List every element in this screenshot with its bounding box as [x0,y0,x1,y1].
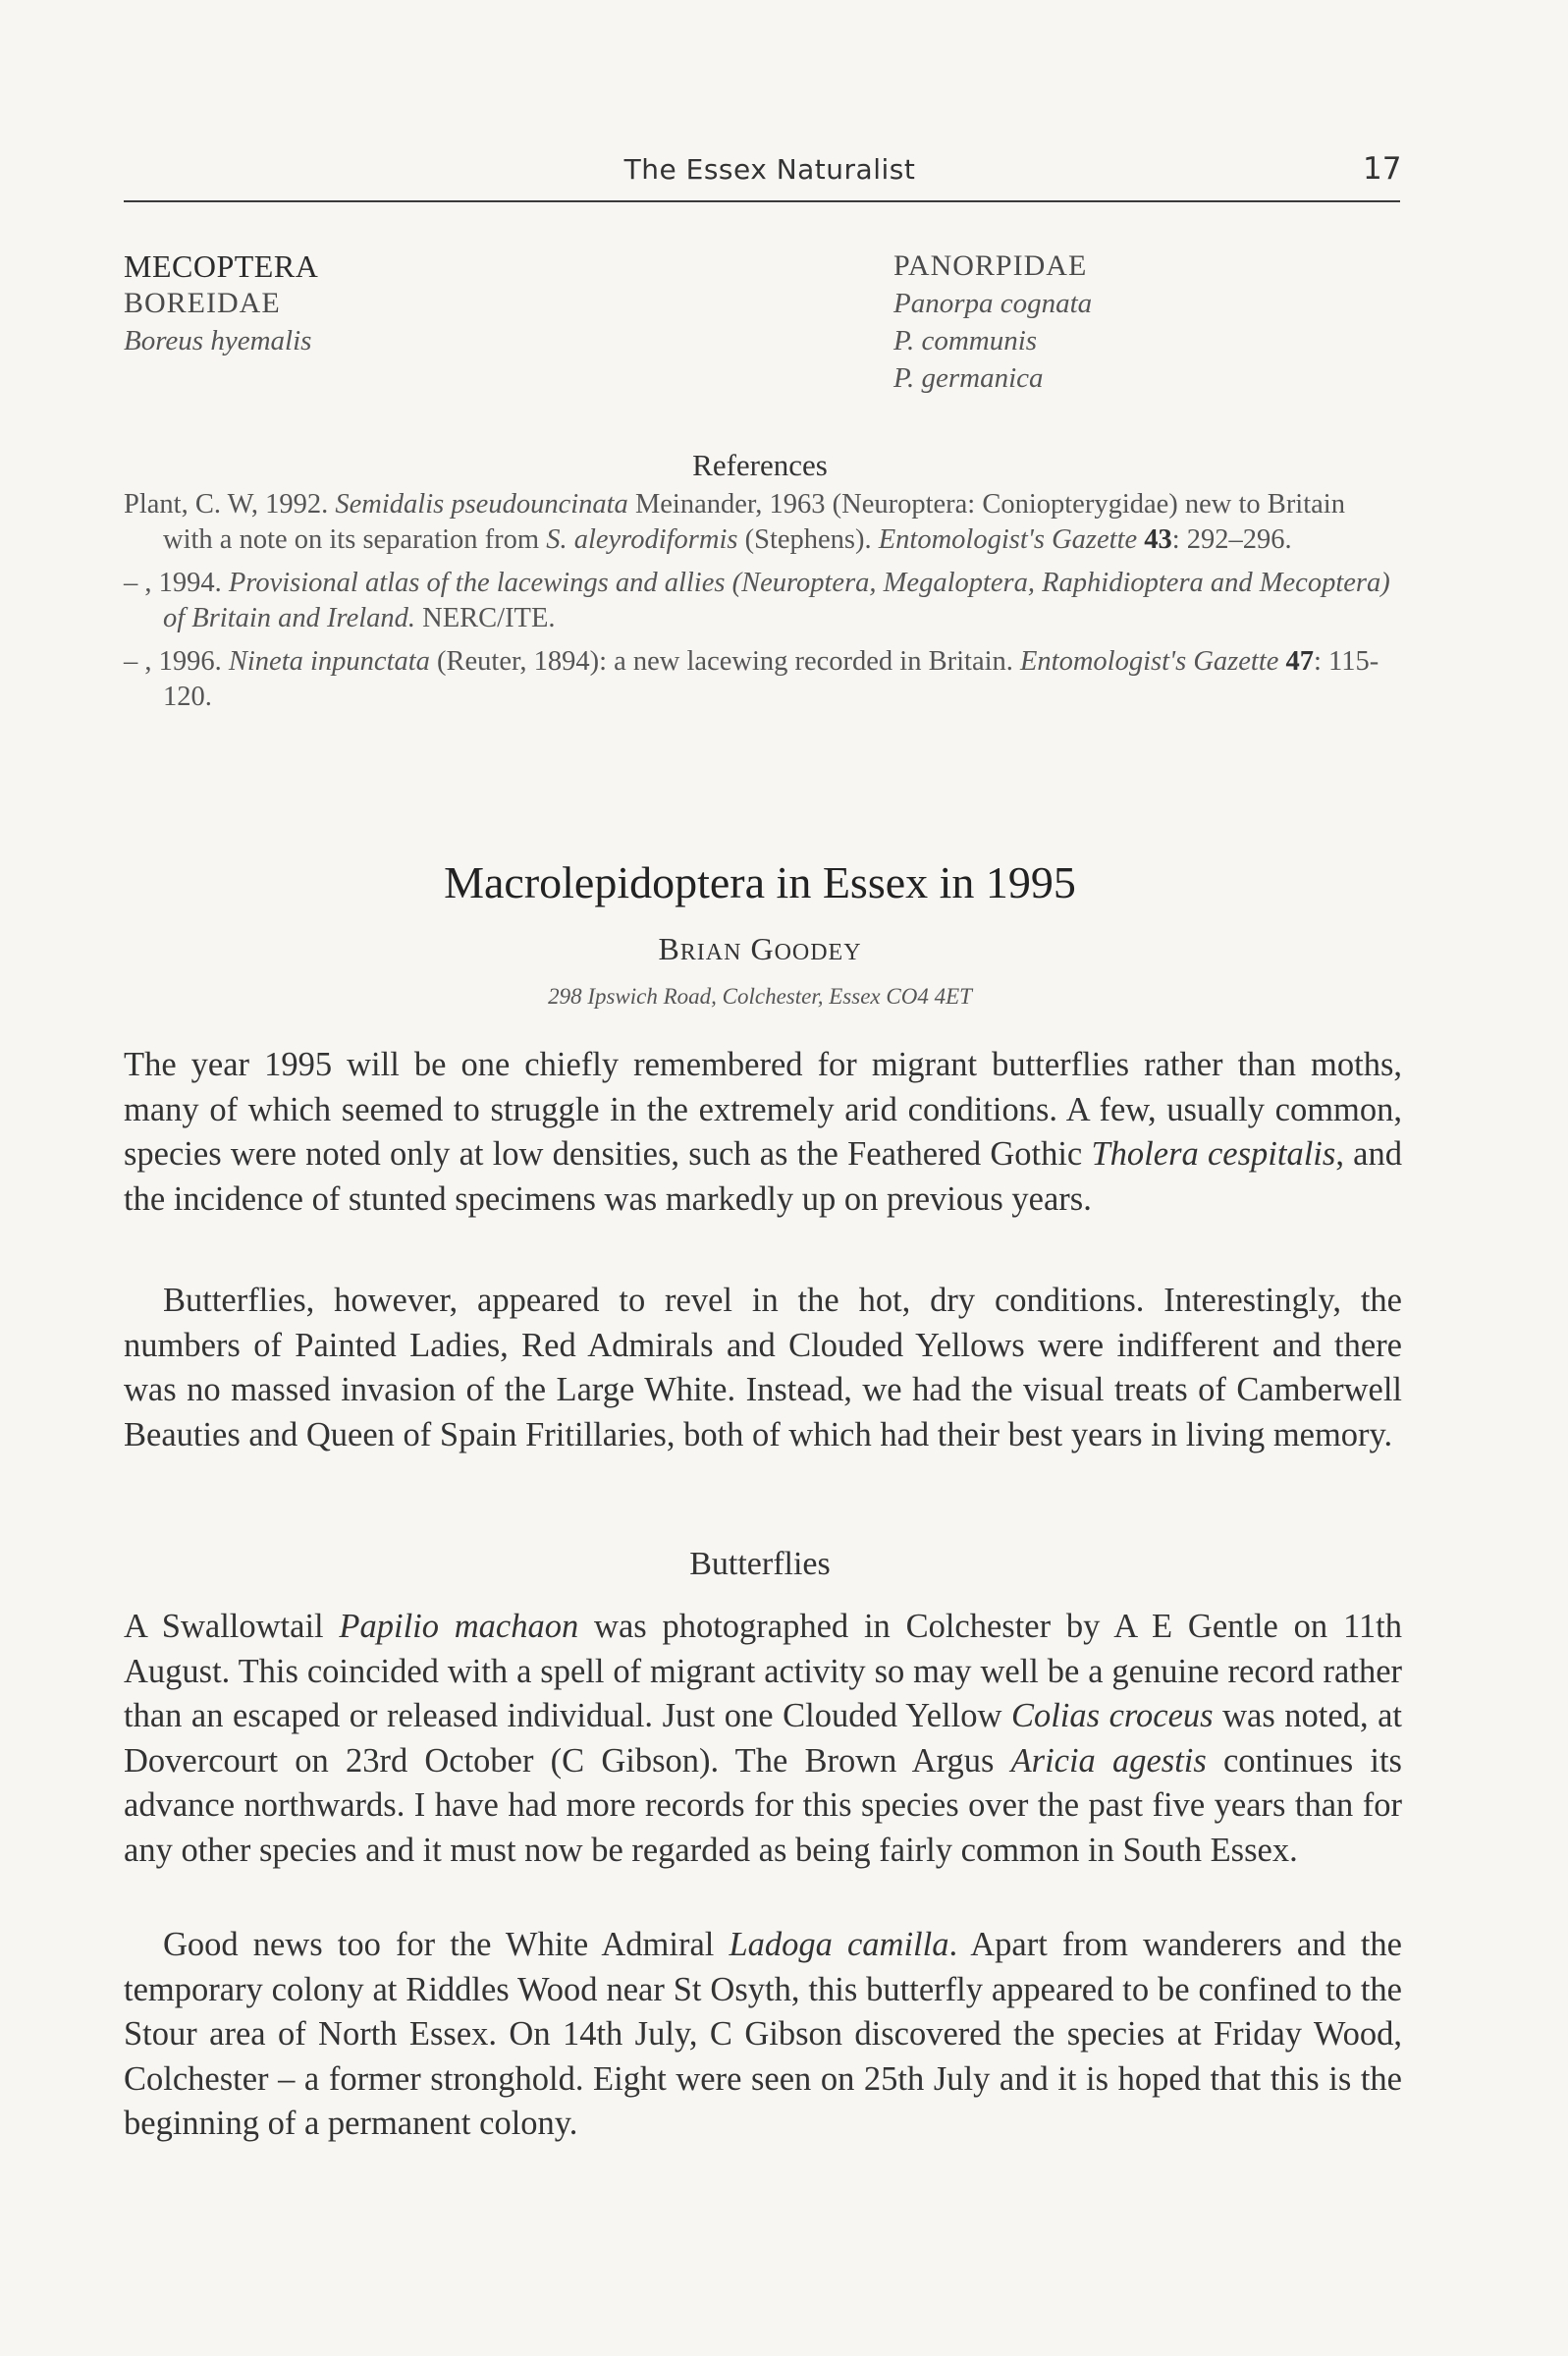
ref-text: Meinander, 1963 (Neuroptera: Coniopterygidae) new to Britain with a note on its separation from [163,489,1345,555]
reference-item [124,487,1400,558]
ref-text: (Stephens). [737,524,879,555]
paragraph-text: continues its advance northwards. I have had more records for this species over the past five years than for any other species and it must now be regarded as being fairly common in South Essex. [124,1741,1402,1869]
paragraph [124,1605,1402,1873]
order-name: MECOPTERA [124,248,319,284]
ref-taxon: Semidalis pseudouncinata [335,489,628,520]
ref-volume: 47 [1278,646,1315,677]
ref-pages: : 292–296. [1171,524,1292,555]
ref-pages: : 115-120. [163,646,1379,712]
paragraph-text: was photographed in Colchester by A E Gentle on 11th August. This coincided with a spell of migrant activity so may well be a genuine record rather than an escaped or released individual. Just one Clouded Yellow [124,1608,1402,1734]
ref-author-year: – , 1996. [124,646,229,677]
species-name: P. germanica [893,362,1044,394]
paragraph [124,1043,1402,1222]
taxa-right-column [893,247,1092,397]
ref-taxon: S. aleyrodiformis [546,524,738,555]
reference-list [124,487,1400,723]
species-italic: Papilio machaon [339,1608,579,1645]
header-rule [124,200,1400,202]
family-name: PANORPIDAE [893,249,1088,282]
ref-text: (Reuter, 1894): a new lacewing recorded in Britain. [429,646,1021,677]
author-last-name: OODEY [774,940,862,965]
species-italic: Tholera cespitalis [1091,1135,1336,1173]
family-name: BOREIDAE [124,287,281,319]
species-italic: Colias croceus [1010,1697,1214,1734]
article-author [0,931,1520,967]
article-title: Macrolepidoptera in Essex in 1995 [444,857,1076,907]
paragraph-text: The year 1995 will be one chiefly remembered for migrant butterflies rather than moths, many of which seemed to struggle in the extremely arid conditions. A few, usually common, species were noted only at low densities, such as the Feathered Gothic [124,1046,1402,1173]
paragraph-text: was noted, at Dovercourt on 23rd October (C Gibson). The Brown Argus [124,1697,1403,1780]
section-heading: Butterflies [689,1546,831,1582]
author-address: 298 Ipswich Road, Colchester, Essex CO4 4ET [548,984,972,1009]
ref-author-year: Plant, C. W, 1992. [124,489,336,520]
reference-item [124,566,1400,636]
paragraph-text: , and the incidence of stunted specimens was markedly up on previous years. [124,1135,1402,1218]
paragraph-text: A Swallowtail [124,1608,340,1645]
paragraph [124,1923,1402,2147]
taxa-left-column [124,247,318,359]
species-name: Panorpa cognata [893,288,1093,319]
paragraph: Butterflies, however, appeared to revel in the hot, dry conditions. Interestingly, the numbers of Painted Ladies, Red Admirals and Clouded Yellows were indifferent and there was no massed invasion of the Large White. Instead, we had the visual treats of Camberwell Beauties and Queen of Spain Fritillaries, both of which had their best years in living memory. [124,1282,1402,1453]
species-italic: Aricia agestis [1010,1741,1207,1780]
ref-journal: Entomologist's Gazette [1020,646,1279,677]
author-first-name: RIAN [679,940,742,965]
paragraph-text: Good news too for the White Admiral [163,1926,730,1963]
author-initial: G [750,931,775,966]
running-header-title: The Essex Naturalist [623,153,916,186]
ref-author-year: – , 1994. [124,568,229,598]
species-italic: Ladoga camilla [729,1926,949,1963]
ref-journal: Entomologist's Gazette [878,524,1138,555]
author-initial: B [658,931,680,966]
species-name: Boreus hyemalis [124,325,312,356]
references-heading: References [692,448,828,482]
paragraph-text: . Apart from wanderers and the temporary colony at Riddles Wood near St Osyth, this butterfly appeared to be confined to the Stour area of North Essex. On 14th July, C Gibson discovered the species at Friday Wood, Colchester – a former stronghold. Eight were seen on 25th July and it is hoped that this is the beginning of a permanent colony. [124,1926,1402,2142]
ref-publisher: NERC/ITE. [415,603,556,633]
ref-taxon: Nineta inpunctata [228,646,430,677]
page-number: 17 [1363,151,1402,187]
species-name: P. communis [893,325,1038,356]
reference-item [124,644,1400,715]
ref-volume: 43 [1137,524,1172,555]
ref-title: Provisional atlas of the lacewings and allies (Neuroptera, Megaloptera, Raphidioptera and Mecoptera) of Britain and Ireland. [163,568,1390,633]
